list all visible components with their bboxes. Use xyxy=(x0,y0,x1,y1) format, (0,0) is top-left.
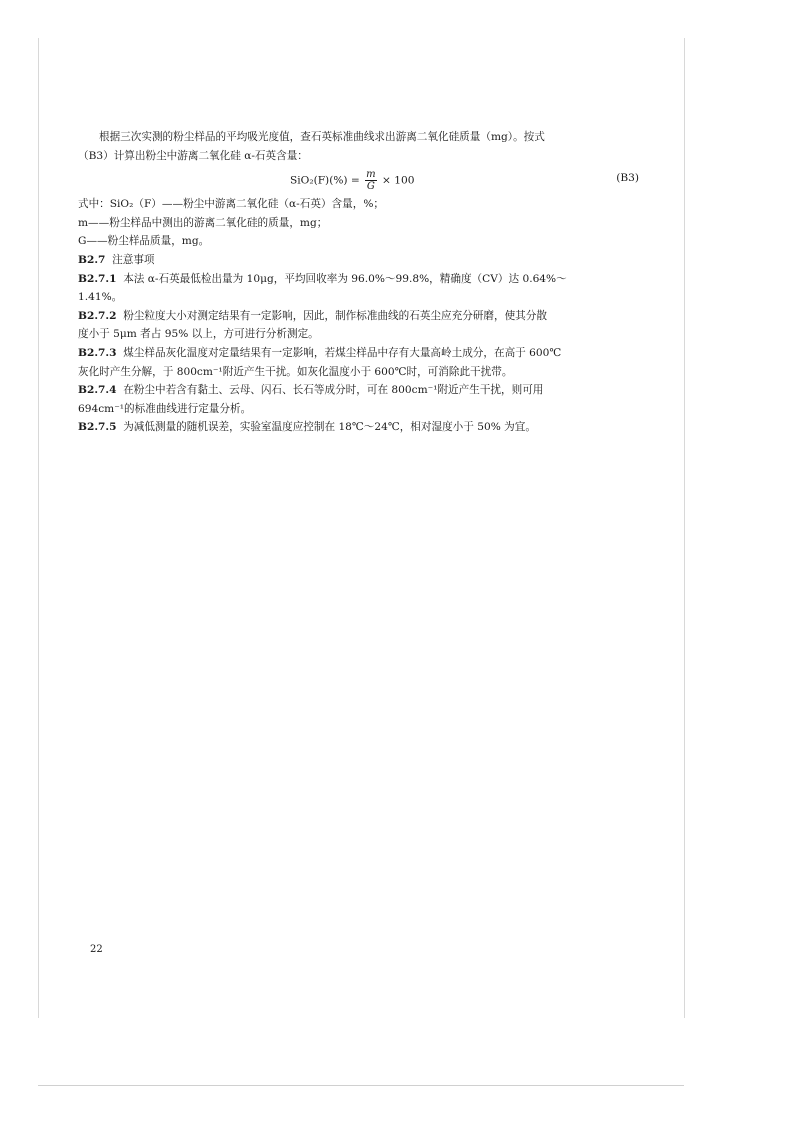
formula-rhs: × 100 xyxy=(382,174,415,187)
section-title: 注意事项 xyxy=(112,253,155,266)
note-item xyxy=(78,344,643,363)
legend-line-g: G——粉尘样品质量，mg。 xyxy=(78,235,210,248)
note-item-continuation: 度小于 5μm 者占 95% 以上，方可进行分析测定。 xyxy=(78,328,319,341)
note-text: 粉尘粒度大小对测定结果有一定影响，因此，制作标准曲线的石英尘应充分研磨，使其分散 xyxy=(123,309,547,322)
formula-lhs: SiO₂(F)(%) = xyxy=(290,174,360,187)
note-text: 本法 α-石英最低检出量为 10μg，平均回收率为 96.0%～99.8%，精确度（CV）达 0.64%～ xyxy=(123,272,567,285)
legend-line-m: m——粉尘样品中测出的游离二氧化硅的质量，mg； xyxy=(78,216,328,229)
note-text: 煤尘样品灰化温度对定量结果有一定影响，若煤尘样品中存有大量高岭土成分，在高于 600℃ xyxy=(123,346,562,359)
intro-paragraph-line-2: （B3）计算出粉尘中游离二氧化硅 α-石英含量： xyxy=(78,149,308,162)
page-border-bottom xyxy=(38,1085,684,1086)
equation-number: (B3) xyxy=(616,172,639,185)
note-number: B2.7.3 xyxy=(78,346,117,359)
formula-b3 xyxy=(78,165,643,195)
note-item-continuation: 694cm⁻¹的标准曲线进行定量分析。 xyxy=(78,402,252,415)
section-number: B2.7 xyxy=(78,253,106,266)
formula-fraction xyxy=(365,169,376,192)
legend-line-sio2: 式中：SiO₂（F）——粉尘中游离二氧化硅（α-石英）含量，%； xyxy=(78,198,384,211)
document-body xyxy=(78,128,643,437)
formula-numerator: m xyxy=(366,169,376,181)
page-number: 22 xyxy=(90,944,103,955)
note-number: B2.7.1 xyxy=(78,272,117,285)
note-item-continuation: 1.41%。 xyxy=(78,291,123,304)
note-item xyxy=(78,270,643,289)
note-number: B2.7.2 xyxy=(78,309,117,322)
note-text: 为减低测量的随机误差，实验室温度应控制在 18℃～24℃，相对湿度小于 50% 为宜。 xyxy=(123,421,536,434)
section-heading xyxy=(78,251,643,270)
note-item-continuation: 灰化时产生分解，于 800cm⁻¹附近产生干扰。如灰化温度小于 600℃时，可消除此干扰带。 xyxy=(78,365,513,378)
formula-denominator: G xyxy=(366,181,375,193)
intro-paragraph-line-1: 根据三次实测的粉尘样品的平均吸光度值，查石英标准曲线求出游离二氧化硅质量（mg）。按式 xyxy=(99,131,545,143)
note-number: B2.7.5 xyxy=(78,421,117,434)
page-border-left xyxy=(38,38,39,1018)
page-border-right xyxy=(684,38,685,1018)
formula-expression xyxy=(290,169,414,192)
note-item xyxy=(78,307,643,326)
note-item xyxy=(78,381,643,400)
note-number: B2.7.4 xyxy=(78,384,117,397)
note-item xyxy=(78,418,643,437)
note-text: 在粉尘中若含有黏土、云母、闪石、长石等成分时，可在 800cm⁻¹附近产生干扰，则可用 xyxy=(123,384,544,397)
